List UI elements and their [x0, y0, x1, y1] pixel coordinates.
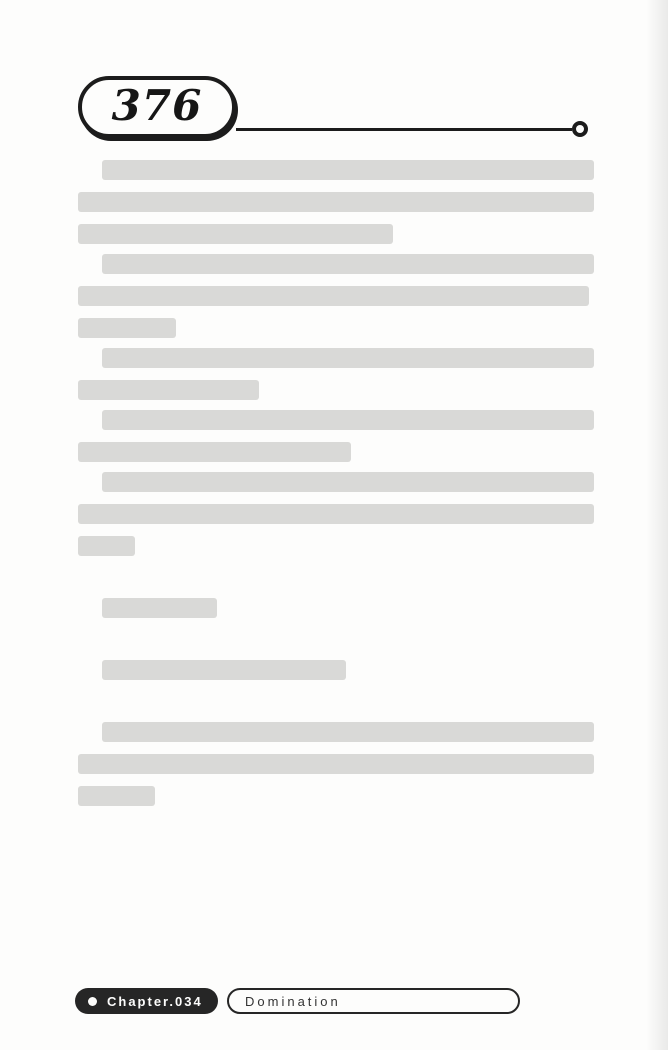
- page-header: [78, 74, 588, 138]
- redacted-text-line: [102, 348, 594, 368]
- redacted-text-line: [102, 410, 594, 430]
- paragraph: [78, 254, 594, 338]
- book-title-pill: [227, 988, 520, 1014]
- redacted-text-line: [102, 254, 594, 274]
- paragraph: [78, 160, 594, 244]
- paragraph: [78, 722, 594, 806]
- redacted-text-line: [78, 192, 594, 212]
- redacted-text-line: [102, 598, 217, 618]
- redacted-text-line: [78, 754, 594, 774]
- redacted-text-line: [102, 660, 346, 680]
- redacted-text-line: [78, 442, 351, 462]
- body-text-block: [78, 160, 594, 806]
- header-rule-end-ring-icon: [572, 121, 588, 137]
- header-rule-line: [236, 128, 572, 131]
- paragraph: [78, 660, 594, 680]
- chapter-pill: [75, 988, 218, 1014]
- page-footer: [75, 988, 668, 1014]
- redacted-text-line: [102, 472, 594, 492]
- redacted-text-line: [78, 224, 393, 244]
- redacted-text-line: [78, 380, 259, 400]
- redacted-text-line: [78, 318, 176, 338]
- paragraph: [78, 472, 594, 556]
- scan-gutter-shade: [646, 0, 668, 1050]
- redacted-text-line: [102, 722, 594, 742]
- book-title-label: Domination: [245, 993, 341, 1009]
- redacted-text-line: [78, 286, 589, 306]
- paragraph: [78, 598, 594, 618]
- redacted-text-line: [102, 160, 594, 180]
- redacted-text-line: [78, 786, 155, 806]
- paragraph: [78, 348, 594, 400]
- paragraph: [78, 410, 594, 462]
- chapter-bullet-icon: [88, 997, 97, 1006]
- page-number: 376: [111, 80, 203, 130]
- chapter-label: Chapter.034: [107, 993, 203, 1009]
- redacted-text-line: [78, 536, 135, 556]
- page-number-badge: [78, 76, 236, 138]
- redacted-text-line: [78, 504, 594, 524]
